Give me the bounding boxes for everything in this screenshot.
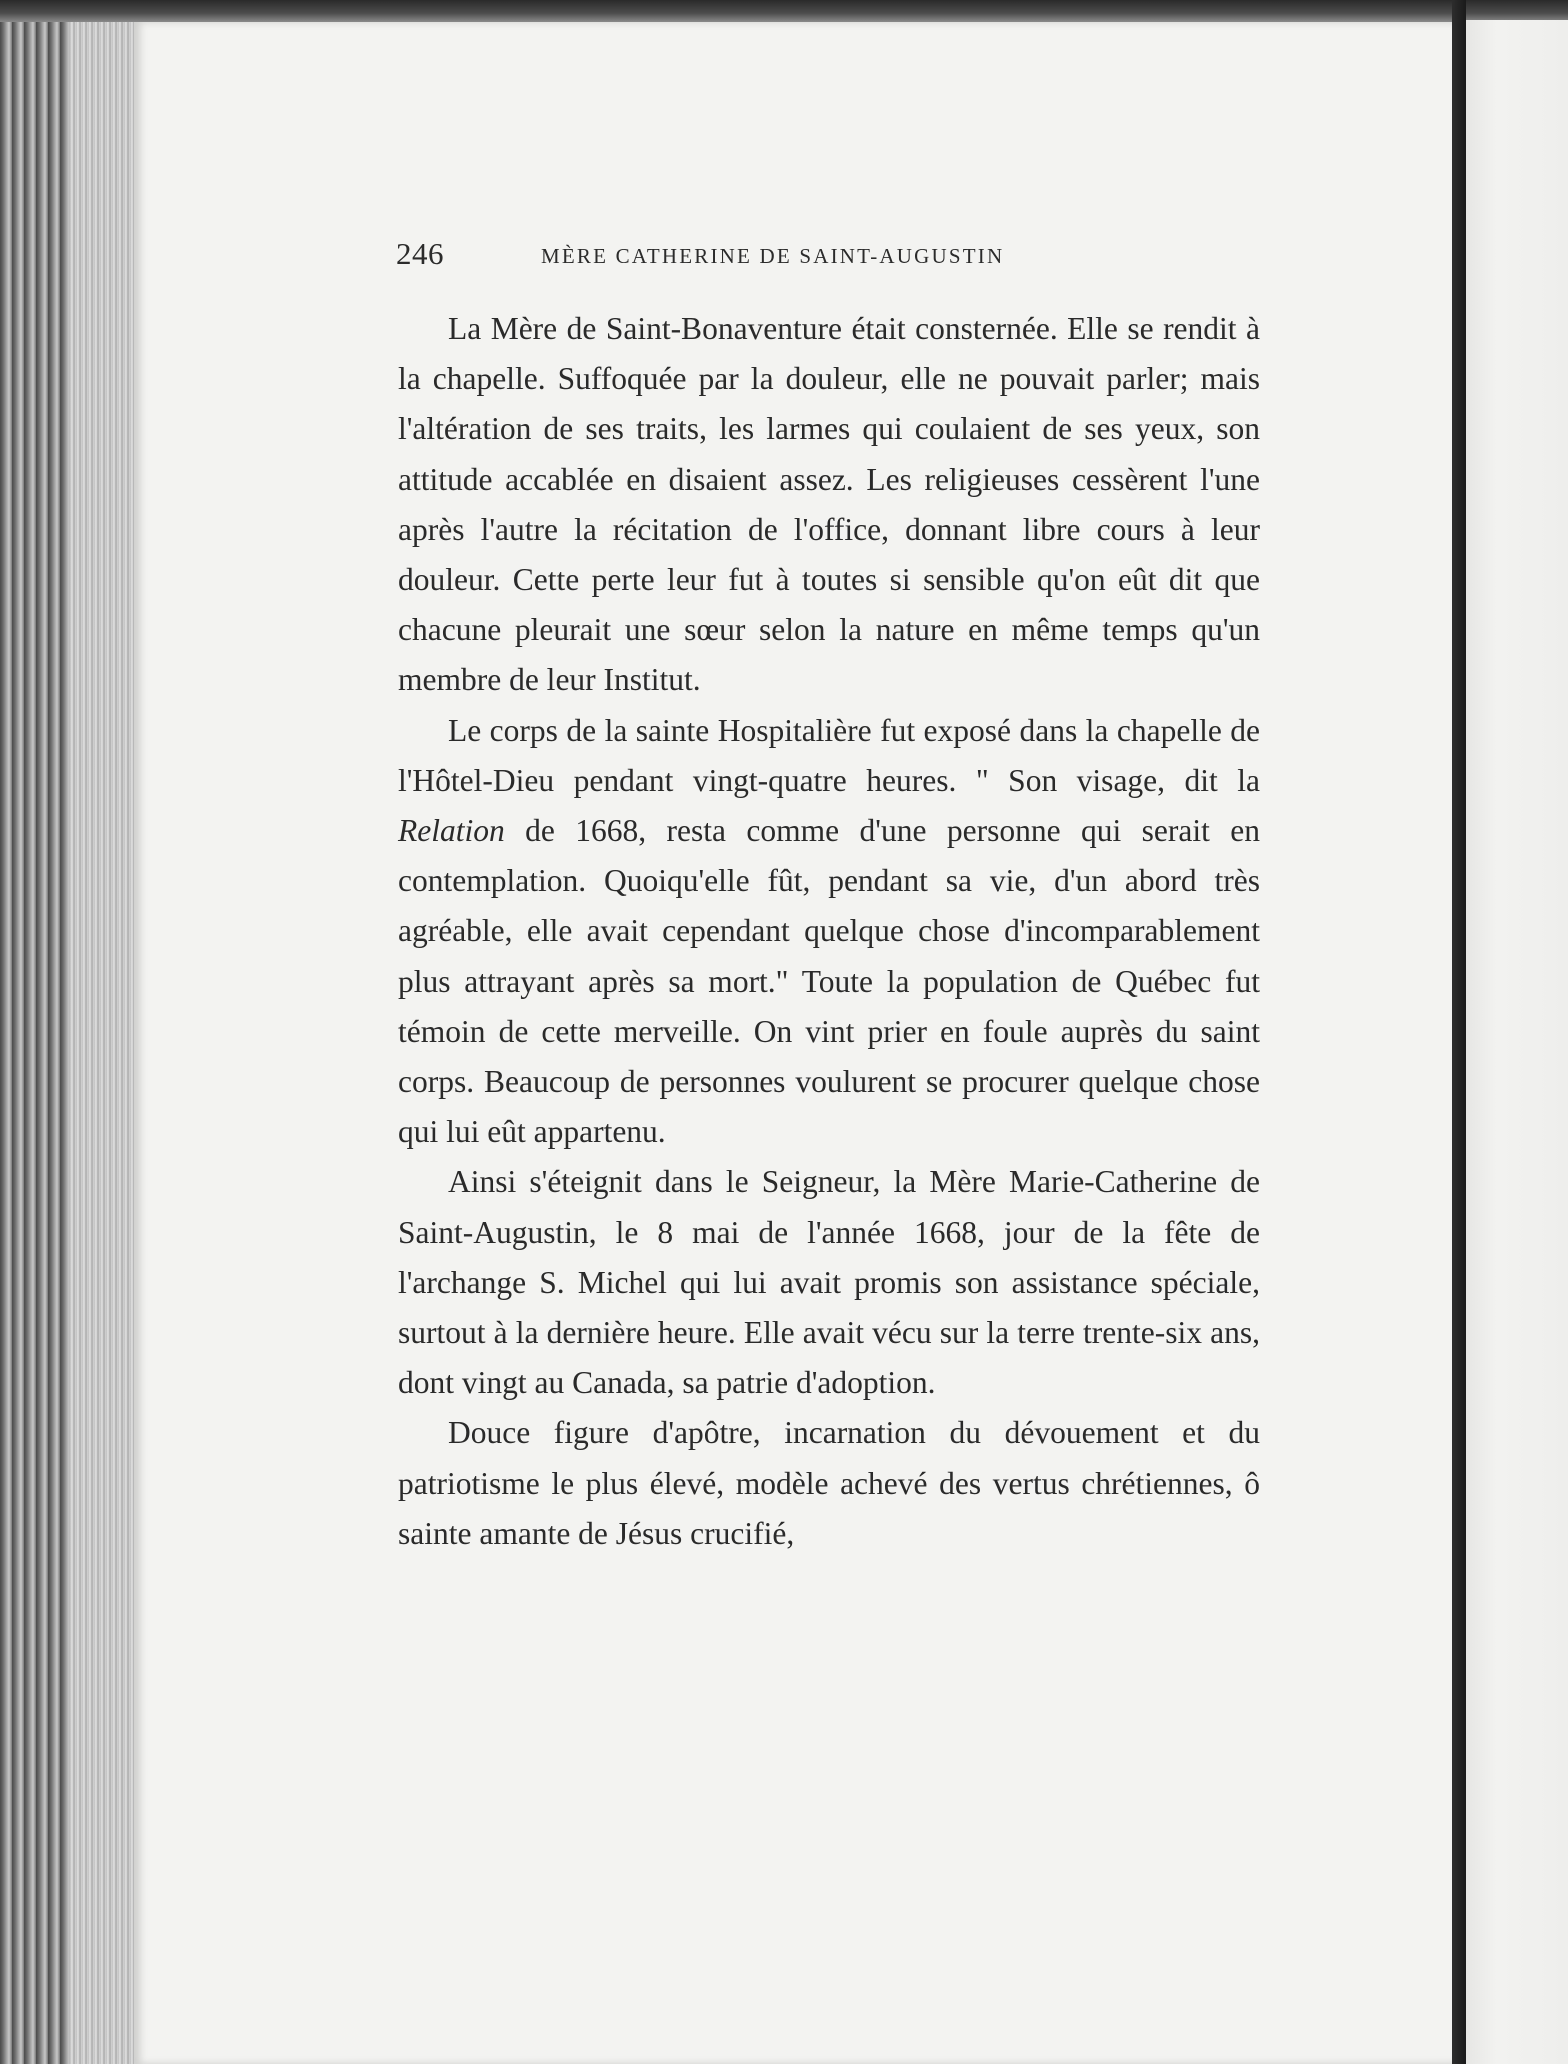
facing-page <box>1466 20 1568 2064</box>
paragraph-2-italic: Relation <box>398 813 505 849</box>
paragraph-3: Ainsi s'éteignit dans le Seigneur, la Mère Marie-Catherine de Saint-Augustin, le 8 mai de l'année 1668, jour de la fête de l'archange S. Michel qui lui avait promis son assistance spéciale, surtout à la dernière heure. Elle avait vécu sur la terre trente-six ans, dont vingt au Canada, sa patrie d'adoption. <box>398 1164 1260 1401</box>
paragraph-2-after: de 1668, resta comme d'une personne qui serait en contemplation. Quoiqu'elle fût, pendant sa vie, d'un abord très agréable, elle avait cependant quelque chose d'incomparablement plus attrayant après sa mort." Toute la population de Québec fut témoin de cette merveille. On vint prier en foule auprès du saint corps. Beaucoup de personnes voulurent se procurer quelque chose qui lui eût appartenu. <box>398 813 1260 1150</box>
paragraph-2-before: Le corps de la sainte Hospitalière fut exposé dans la chapelle de l'Hôtel-Dieu pendant vingt-quatre heures. " Son visage, dit la <box>398 712 1260 798</box>
stacked-pages <box>70 20 140 2064</box>
paragraph-4: Douce figure d'apôtre, incarnation du dévouement et du patriotisme le plus élevé, modèle achevé des vertus chrétiennes, ô sainte amante de Jésus crucifié, <box>398 1415 1260 1551</box>
paragraph-2 <box>398 706 1260 1158</box>
page-number: 246 <box>396 236 444 271</box>
running-title: MÈRE CATHERINE DE SAINT-AUGUSTIN <box>541 244 1005 268</box>
body-text <box>398 304 1260 1559</box>
top-shadow <box>0 0 1568 22</box>
paragraph-1: La Mère de Saint-Bonaventure était consternée. Elle se rendit à la chapelle. Suffoquée par la douleur, elle ne pouvait parler; mais l'altération de ses traits, les larmes qui coulaient de ses yeux, son attitude accablée en disaient assez. Les religieuses cessèrent l'une après l'autre la récitation de l'office, donnant libre cours à leur douleur. Cette perte leur fut à toutes si sensible qu'on eût dit que chacune pleurait une sœur selon la nature en même temps qu'un membre de leur Institut. <box>398 311 1260 698</box>
book-page-edges <box>0 0 140 2064</box>
book-gutter <box>1452 0 1466 2064</box>
running-head <box>396 236 1276 276</box>
